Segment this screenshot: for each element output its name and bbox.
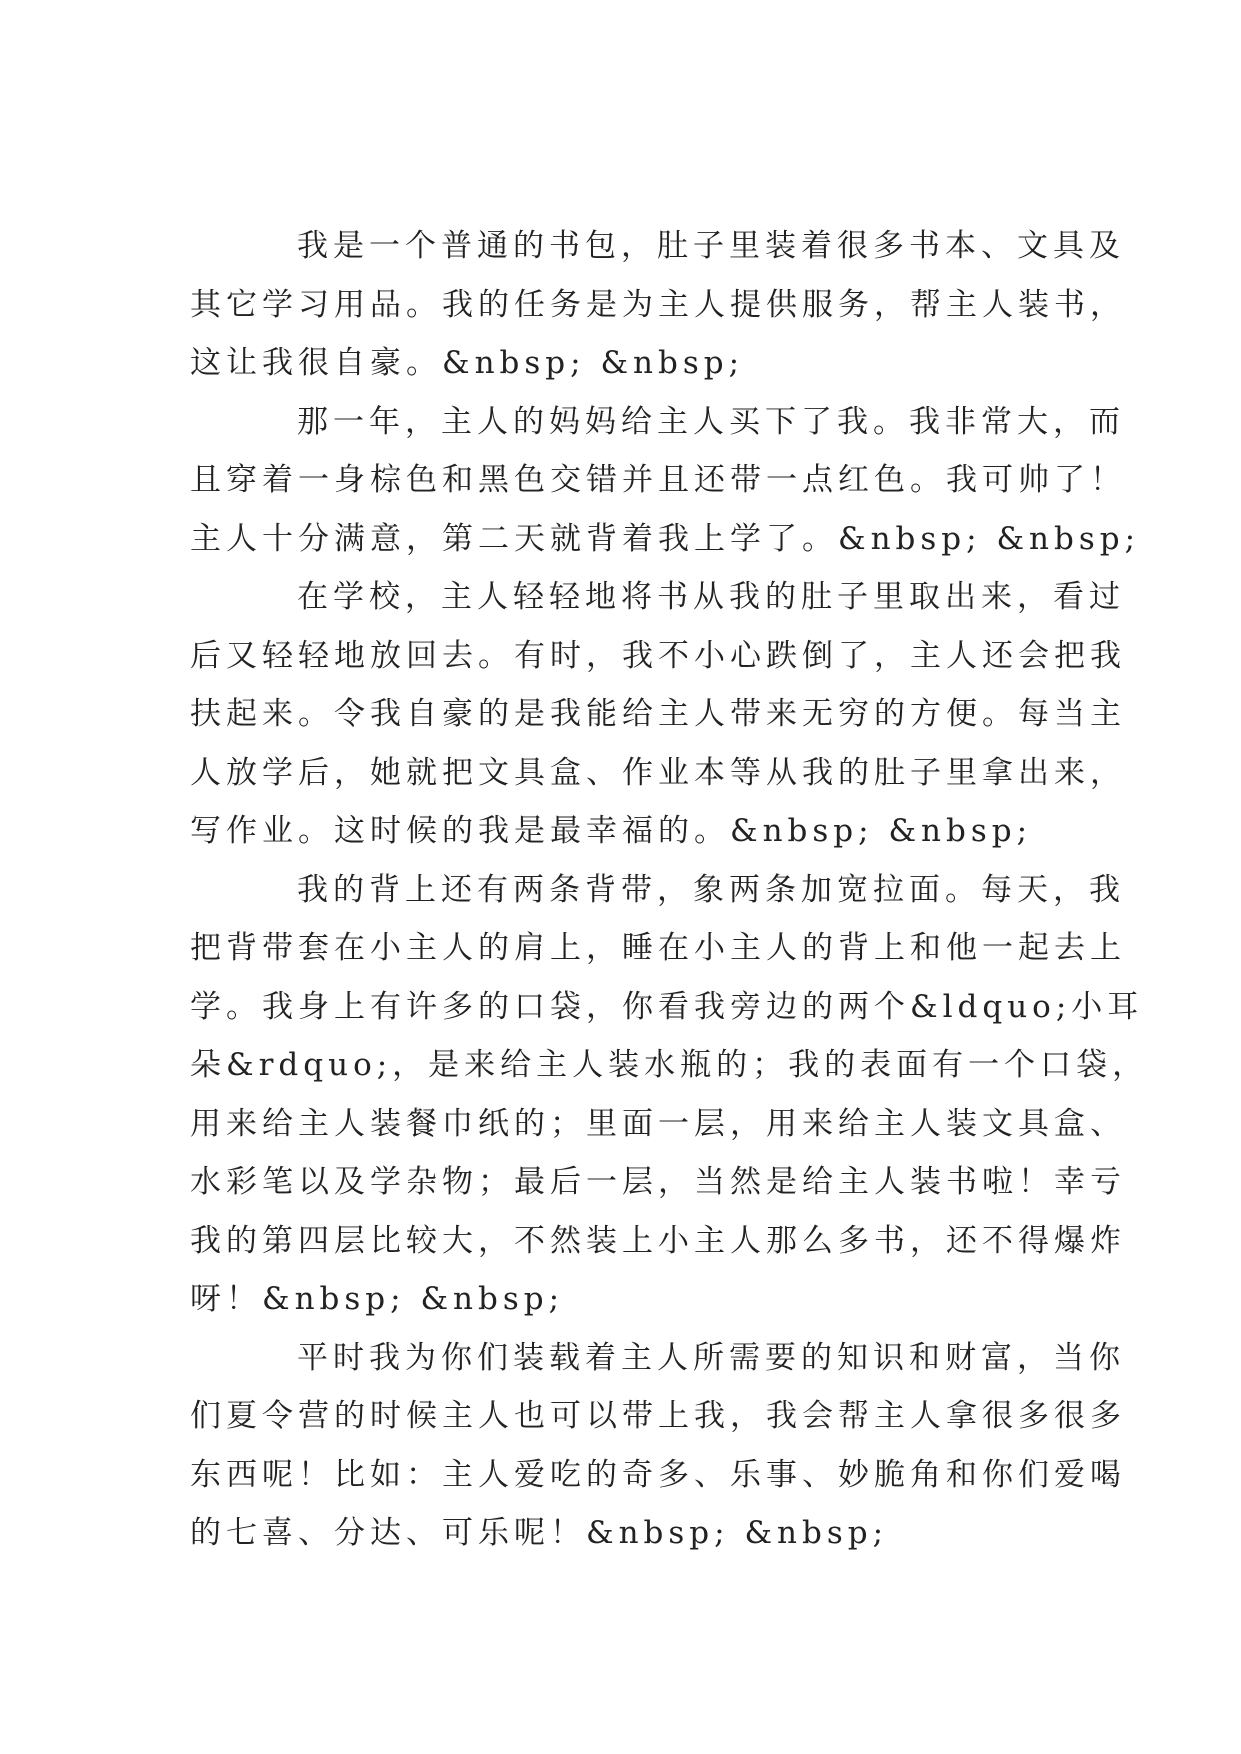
paragraph-2 [190, 393, 1141, 569]
text-line: 写作业。这时候的我是最幸福的。&nbsp; &nbsp; [190, 813, 1033, 849]
text-line: 扶起来。令我自豪的是我能给主人带来无穷的方便。每当主 [190, 696, 1126, 732]
text-line: 人放学后，她就把文具盒、作业本等从我的肚子里拿出来， [190, 754, 1126, 791]
text-line: 朵&rdquo;，是来给主人装水瓶的；我的表面有一个口袋， [190, 1047, 1149, 1083]
text-line: 在学校，主人轻轻地将书从我的肚子里取出来，看过 [297, 579, 1125, 615]
text-line: 那一年，主人的妈妈给主人买下了我。我非常大，而 [297, 403, 1125, 440]
paragraph-3 [190, 568, 1126, 861]
text-line: 我是一个普通的书包，肚子里装着很多书本、文具及 [297, 228, 1125, 264]
paragraph-4 [190, 861, 1149, 1329]
text-line: 呀！&nbsp; &nbsp; [190, 1281, 565, 1317]
text-line: 这让我很自豪。&nbsp; &nbsp; [190, 345, 745, 381]
text-line: 学。我身上有许多的口袋，你看我旁边的两个&ldquo;小耳 [190, 988, 1144, 1025]
paragraph-1 [190, 217, 1126, 393]
text-line: 水彩笔以及学杂物；最后一层，当然是给主人装书啦！幸亏 [190, 1164, 1126, 1200]
text-line: 后又轻轻地放回去。有时，我不小心跌倒了，主人还会把我 [190, 637, 1126, 674]
text-line: 用来给主人装餐巾纸的；里面一层，用来给主人装文具盒、 [190, 1105, 1126, 1142]
text-line: 把背带套在小主人的肩上，睡在小主人的背上和他一起去上 [190, 930, 1126, 966]
text-line: 们夏令营的时候主人也可以带上我，我会帮主人拿很多很多 [190, 1398, 1126, 1434]
paragraph-5 [190, 1329, 1126, 1563]
text-line: 我的背上还有两条背带，象两条加宽拉面。每天，我 [297, 871, 1125, 908]
text-line: 的七喜、分达、可乐呢！&nbsp; &nbsp; [190, 1515, 889, 1551]
text-line: 东西呢！比如：主人爱吃的奇多、乐事、妙脆角和你们爱喝 [190, 1456, 1126, 1493]
text-line: 我的第四层比较大，不然装上小主人那么多书，还不得爆炸 [190, 1222, 1126, 1259]
text-line: 其它学习用品。我的任务是为主人提供服务，帮主人装书， [190, 286, 1126, 323]
text-line: 且穿着一身棕色和黑色交错并且还带一点红色。我可帅了！ [190, 462, 1126, 498]
text-line: 平时我为你们装载着主人所需要的知识和财富，当你 [297, 1339, 1125, 1376]
document-body [190, 217, 1149, 1563]
text-line: 主人十分满意，第二天就背着我上学了。&nbsp; &nbsp; [190, 520, 1141, 557]
